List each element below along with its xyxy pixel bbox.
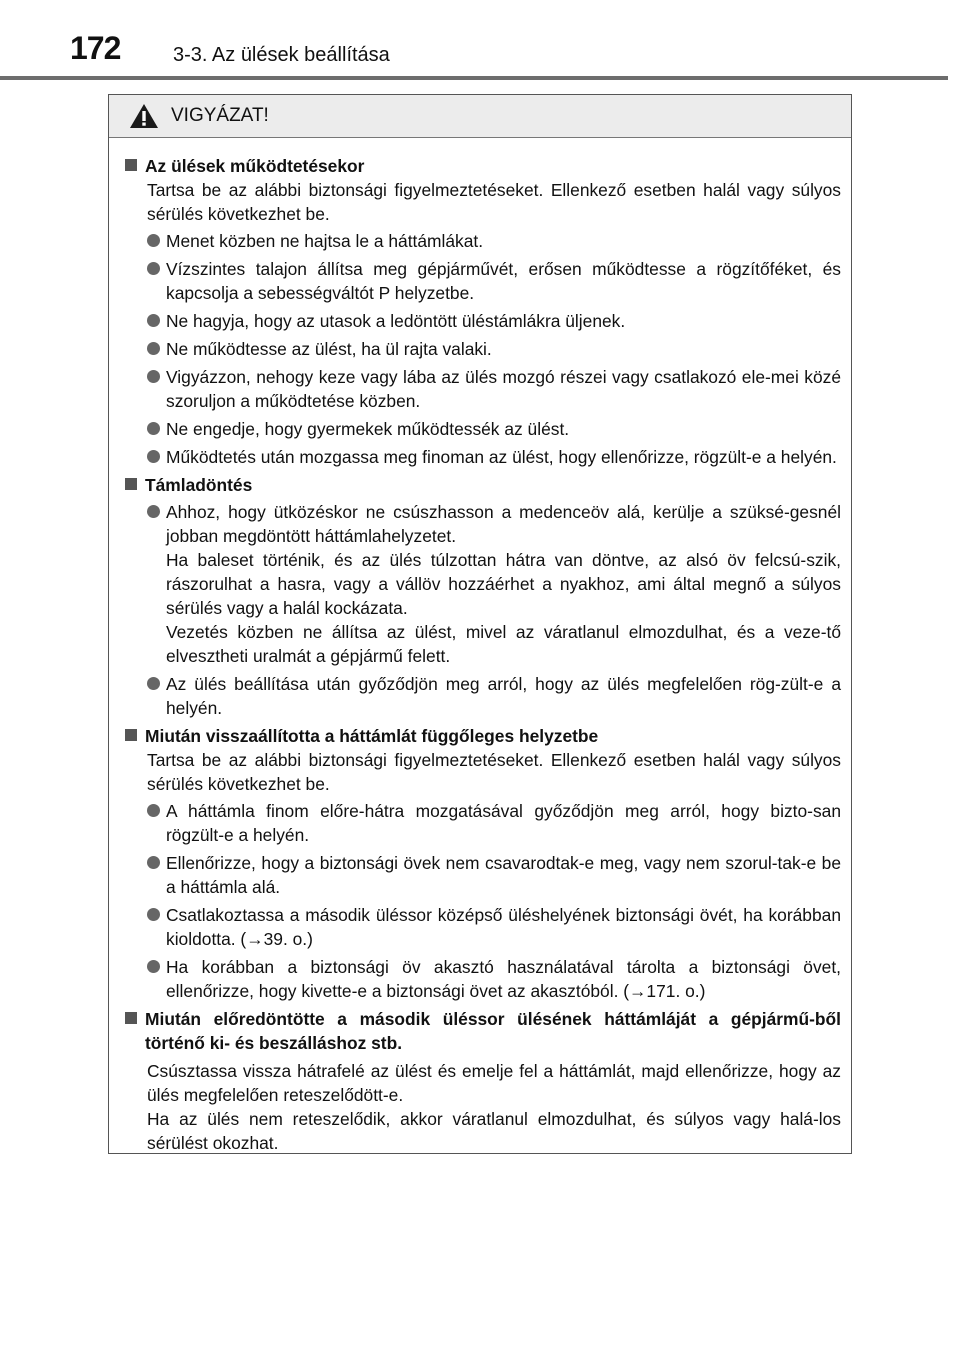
section-heading-text: Támladöntés	[145, 475, 253, 495]
section-heading	[125, 154, 841, 178]
list-item-text: Vigyázzon, nehogy keze vagy lába az ülés mozgó részei vagy csatlakozó ele-mei közé szoruljon a működtetése közben.	[166, 367, 841, 411]
circle-bullet-icon	[147, 314, 160, 327]
section-paragraph: Ha az ülés nem reteszelődik, akkor váratlanul elmozdulhat, és súlyos vagy halá-los sérülést okozhat.	[147, 1109, 841, 1153]
section-title: 3-3. Az ülések beállítása	[173, 44, 390, 66]
list-item	[125, 955, 841, 1003]
list-item	[125, 500, 841, 668]
list-item-text: Ha korábban a biztonsági öv akasztó használatával tárolta a biztonsági övet, ellenőrizze, hogy kivette-e a biztonsági övet az akasztóból. (→171. o.)	[166, 957, 841, 1001]
warning-body	[109, 138, 851, 1155]
list-item-paragraph: Ahhoz, hogy ütközéskor ne csúszhasson a medenceöv alá, kerülje a szüksé-gesnél jobban megdöntött háttámlahelyzetet.	[166, 502, 841, 546]
square-bullet-icon	[125, 1012, 137, 1024]
list-item	[125, 365, 841, 413]
warning-box	[108, 94, 852, 1154]
list-item-text: Ne engedje, hogy gyermekek működtessék az ülést.	[166, 419, 570, 439]
section-paragraph: Tartsa be az alábbi biztonsági figyelmeztetéseket. Ellenkező esetben halál vagy súlyos sérülés következhet be.	[147, 750, 841, 794]
section-heading	[125, 1007, 841, 1055]
circle-bullet-icon	[147, 856, 160, 869]
list-item-text: Csatlakoztassa a második üléssor középső üléshelyének biztonsági övét, ha korábban kioldotta. (→39. o.)	[166, 905, 841, 949]
square-bullet-icon	[125, 729, 137, 741]
list-item-text: Ellenőrizze, hogy a biztonsági övek nem csavarodtak-e meg, vagy nem szorul-tak-e be a háttámla alá.	[166, 853, 841, 897]
list-item	[125, 309, 841, 333]
list-item-text: Az ülés beállítása után győződjön meg arról, hogy az ülés megfelelően rög-zült-e a helyén.	[166, 674, 841, 718]
circle-bullet-icon	[147, 370, 160, 383]
circle-bullet-icon	[147, 262, 160, 275]
warning-header	[109, 95, 851, 138]
list-item	[125, 799, 841, 847]
list-item	[125, 445, 841, 469]
circle-bullet-icon	[147, 505, 160, 518]
circle-bullet-icon	[147, 908, 160, 921]
list-item-text: Működtetés után mozgassa meg finoman az ülést, hogy ellenőrizze, rögzült-e a helyén.	[166, 447, 837, 467]
circle-bullet-icon	[147, 422, 160, 435]
circle-bullet-icon	[147, 450, 160, 463]
list-item-text: Vízszintes talajon állítsa meg gépjárművét, erősen működtesse a rögzítőféket, és kapcsolja a sebességváltót P helyzetbe.	[166, 259, 841, 303]
section-heading	[125, 473, 841, 497]
list-item-text: Ne működtesse az ülést, ha ül rajta valaki.	[166, 339, 492, 359]
list-item	[125, 229, 841, 253]
list-item	[125, 903, 841, 951]
circle-bullet-icon	[147, 677, 160, 690]
section-heading-text: Az ülések működtetésekor	[145, 156, 365, 176]
list-item-paragraph: Vezetés közben ne állítsa az ülést, mivel az váratlanul elmozdulhat, és a veze-tő elvesztheti uralmát a gépjármű felett.	[166, 622, 841, 666]
warning-label: VIGYÁZAT!	[171, 105, 269, 126]
square-bullet-icon	[125, 159, 137, 171]
circle-bullet-icon	[147, 804, 160, 817]
list-item	[125, 672, 841, 720]
section-paragraph: Tartsa be az alábbi biztonsági figyelmeztetéseket. Ellenkező esetben halál vagy súlyos sérülés következhet be.	[147, 180, 841, 224]
page-number: 172	[70, 30, 121, 66]
list-item-text	[166, 500, 841, 668]
header-rule	[0, 76, 948, 80]
section-heading	[125, 724, 841, 748]
list-item	[125, 337, 841, 361]
circle-bullet-icon	[147, 234, 160, 247]
square-bullet-icon	[125, 478, 137, 490]
section-paragraph: Csúsztassa vissza hátrafelé az ülést és emelje fel a háttámlát, majd ellenőrizze, hogy az ülés megfelelően reteszelődött-e.	[147, 1061, 841, 1105]
list-item	[125, 257, 841, 305]
list-item-text: A háttámla finom előre-hátra mozgatásával győződjön meg arról, hogy bizto-san rögzült-e a helyén.	[166, 801, 841, 845]
section-heading-text: Miután előredöntötte a második üléssor ülésének háttámláját a gépjármű-ből történő ki- és beszálláshoz stb.	[145, 1009, 841, 1053]
list-item	[125, 851, 841, 899]
list-item-text: Ne hagyja, hogy az utasok a ledöntött üléstámlákra üljenek.	[166, 311, 626, 331]
list-item-paragraph: Ha baleset történik, és az ülés túlzottan hátra van döntve, az alsó öv felcsú-szik, rászorulhat a hasra, vagy a vállöv hozzáérhet a nyakhoz, ami által megnő a súlyos sérülés vagy a halál kockázata.	[166, 550, 841, 618]
circle-bullet-icon	[147, 960, 160, 973]
warning-triangle-icon	[129, 103, 159, 129]
list-item-text: Menet közben ne hajtsa le a háttámlákat.	[166, 231, 484, 251]
section-heading-text: Miután visszaállította a háttámlát függőleges helyzetbe	[145, 726, 599, 746]
circle-bullet-icon	[147, 342, 160, 355]
list-item	[125, 417, 841, 441]
